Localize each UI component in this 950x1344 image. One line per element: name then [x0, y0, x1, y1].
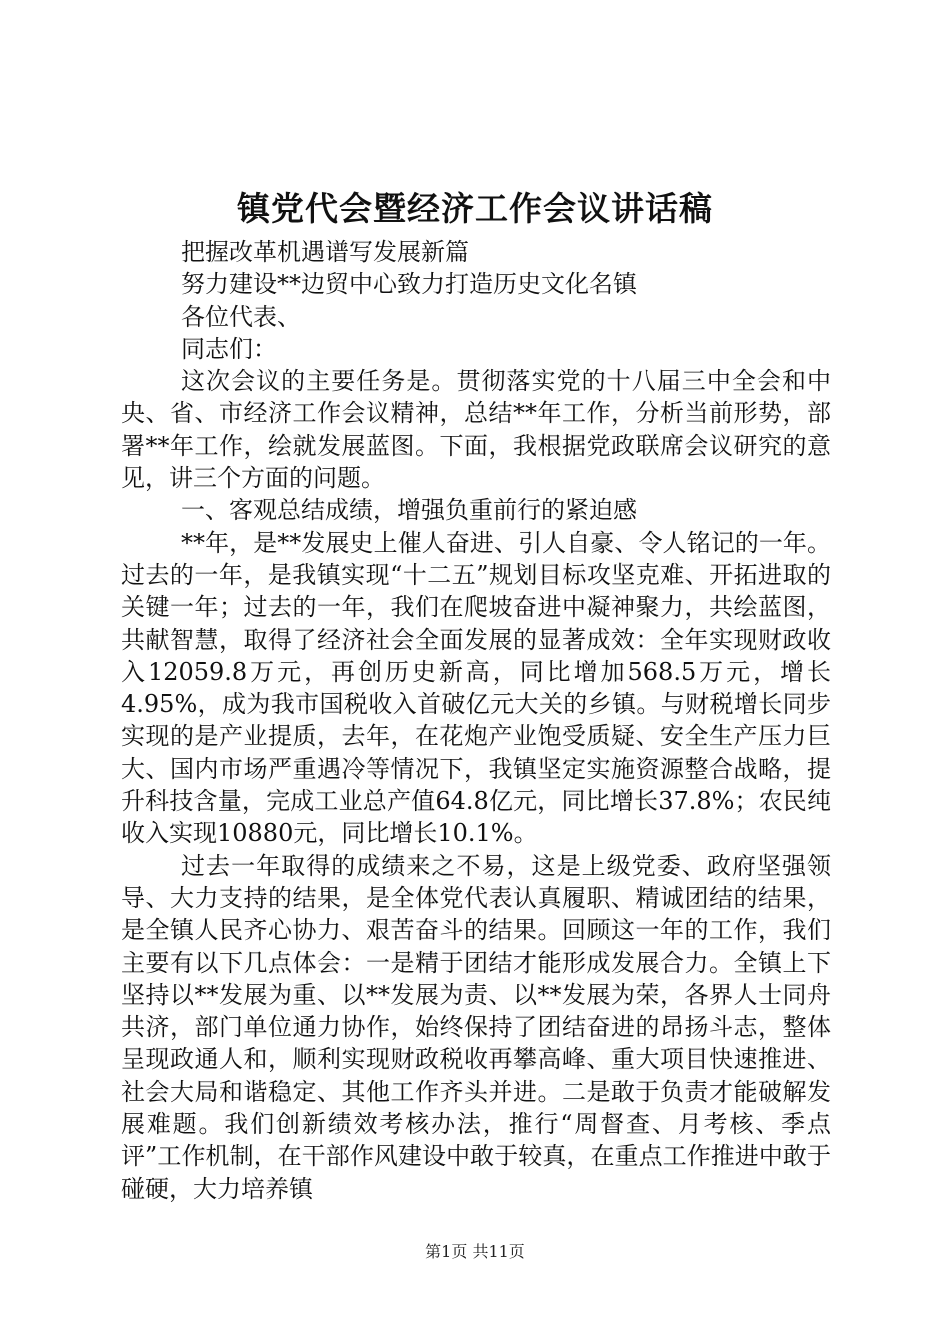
body-paragraph: 过去一年取得的成绩来之不易，这是上级党委、政府坚强领导、大力支持的结果，是全体党代表认真履职、精诚团结的结果，是全镇人民齐心协力、艰苦奋斗的结果。回顾这一年的工作，我们主要有以下几点体会：一是精于团结才能形成发展合力。全镇上下坚持以**发展为重、以**发展为责、以**发展为荣，各界人士同舟共济，部门单位通力协作，始终保持了团结奋进的昂扬斗志，整体呈现政通人和，顺利实现财政税收再攀高峰、重大项目快速推进、社会大局和谐稳定、其他工作齐头并进。二是敢于负责才能破解发展难题。我们创新绩效考核办法，推行“周督查、月考核、季点评”工作机制，在干部作风建设中敢于较真，在重点工作推进中敢于碰硬，大力培养镇: [121, 851, 831, 1203]
body-paragraph: 这次会议的主要任务是。贯彻落实党的十八届三中全会和中央、省、市经济工作会议精神，总结**年工作，分析当前形势，部署**年工作，绘就发展蓝图。下面，我根据党政联席会议研究的意见，讲三个方面的问题。: [121, 367, 831, 493]
document-title: 镇党代会暨经济工作会议讲话稿: [237, 189, 713, 228]
page-footer: 第1页 共11页: [425, 1242, 525, 1261]
document-body: [121, 236, 831, 1205]
subtitle-line-2: 努力建设**边贸中心致力打造历史文化名镇: [181, 270, 637, 299]
salutation-line-2: 同志们：: [181, 334, 277, 363]
section-heading: 一、客观总结成绩，增强负重前行的紧迫感: [181, 496, 637, 525]
subtitle-line-1: 把握改革机遇谱写发展新篇: [181, 238, 469, 266]
salutation-line-1: 各位代表、: [181, 302, 301, 331]
body-paragraph: **年，是**发展史上催人奋进、引人自豪、令人铭记的一年。过去的一年，是我镇实现“十二五”规划目标攻坚克难、开拓进取的关键一年；过去的一年，我们在爬坡奋进中凝神聚力，共绘蓝图，共献智慧，取得了经济社会全面发展的显著成效：全年实现财政收入12059.8万元，再创历史新高，同比增加568.5万元，增长4.95%，成为我市国税收入首破亿元大关的乡镇。与财税增长同步实现的是产业提质，去年，在花炮产业饱受质疑、安全生产压力巨大、国内市场严重遇冷等情况下，我镇坚定实施资源整合战略，提升科技含量，完成工业总产值64.8亿元，同比增长37.8%；农民纯收入实现10880元，同比增长10.1%。: [121, 528, 831, 848]
